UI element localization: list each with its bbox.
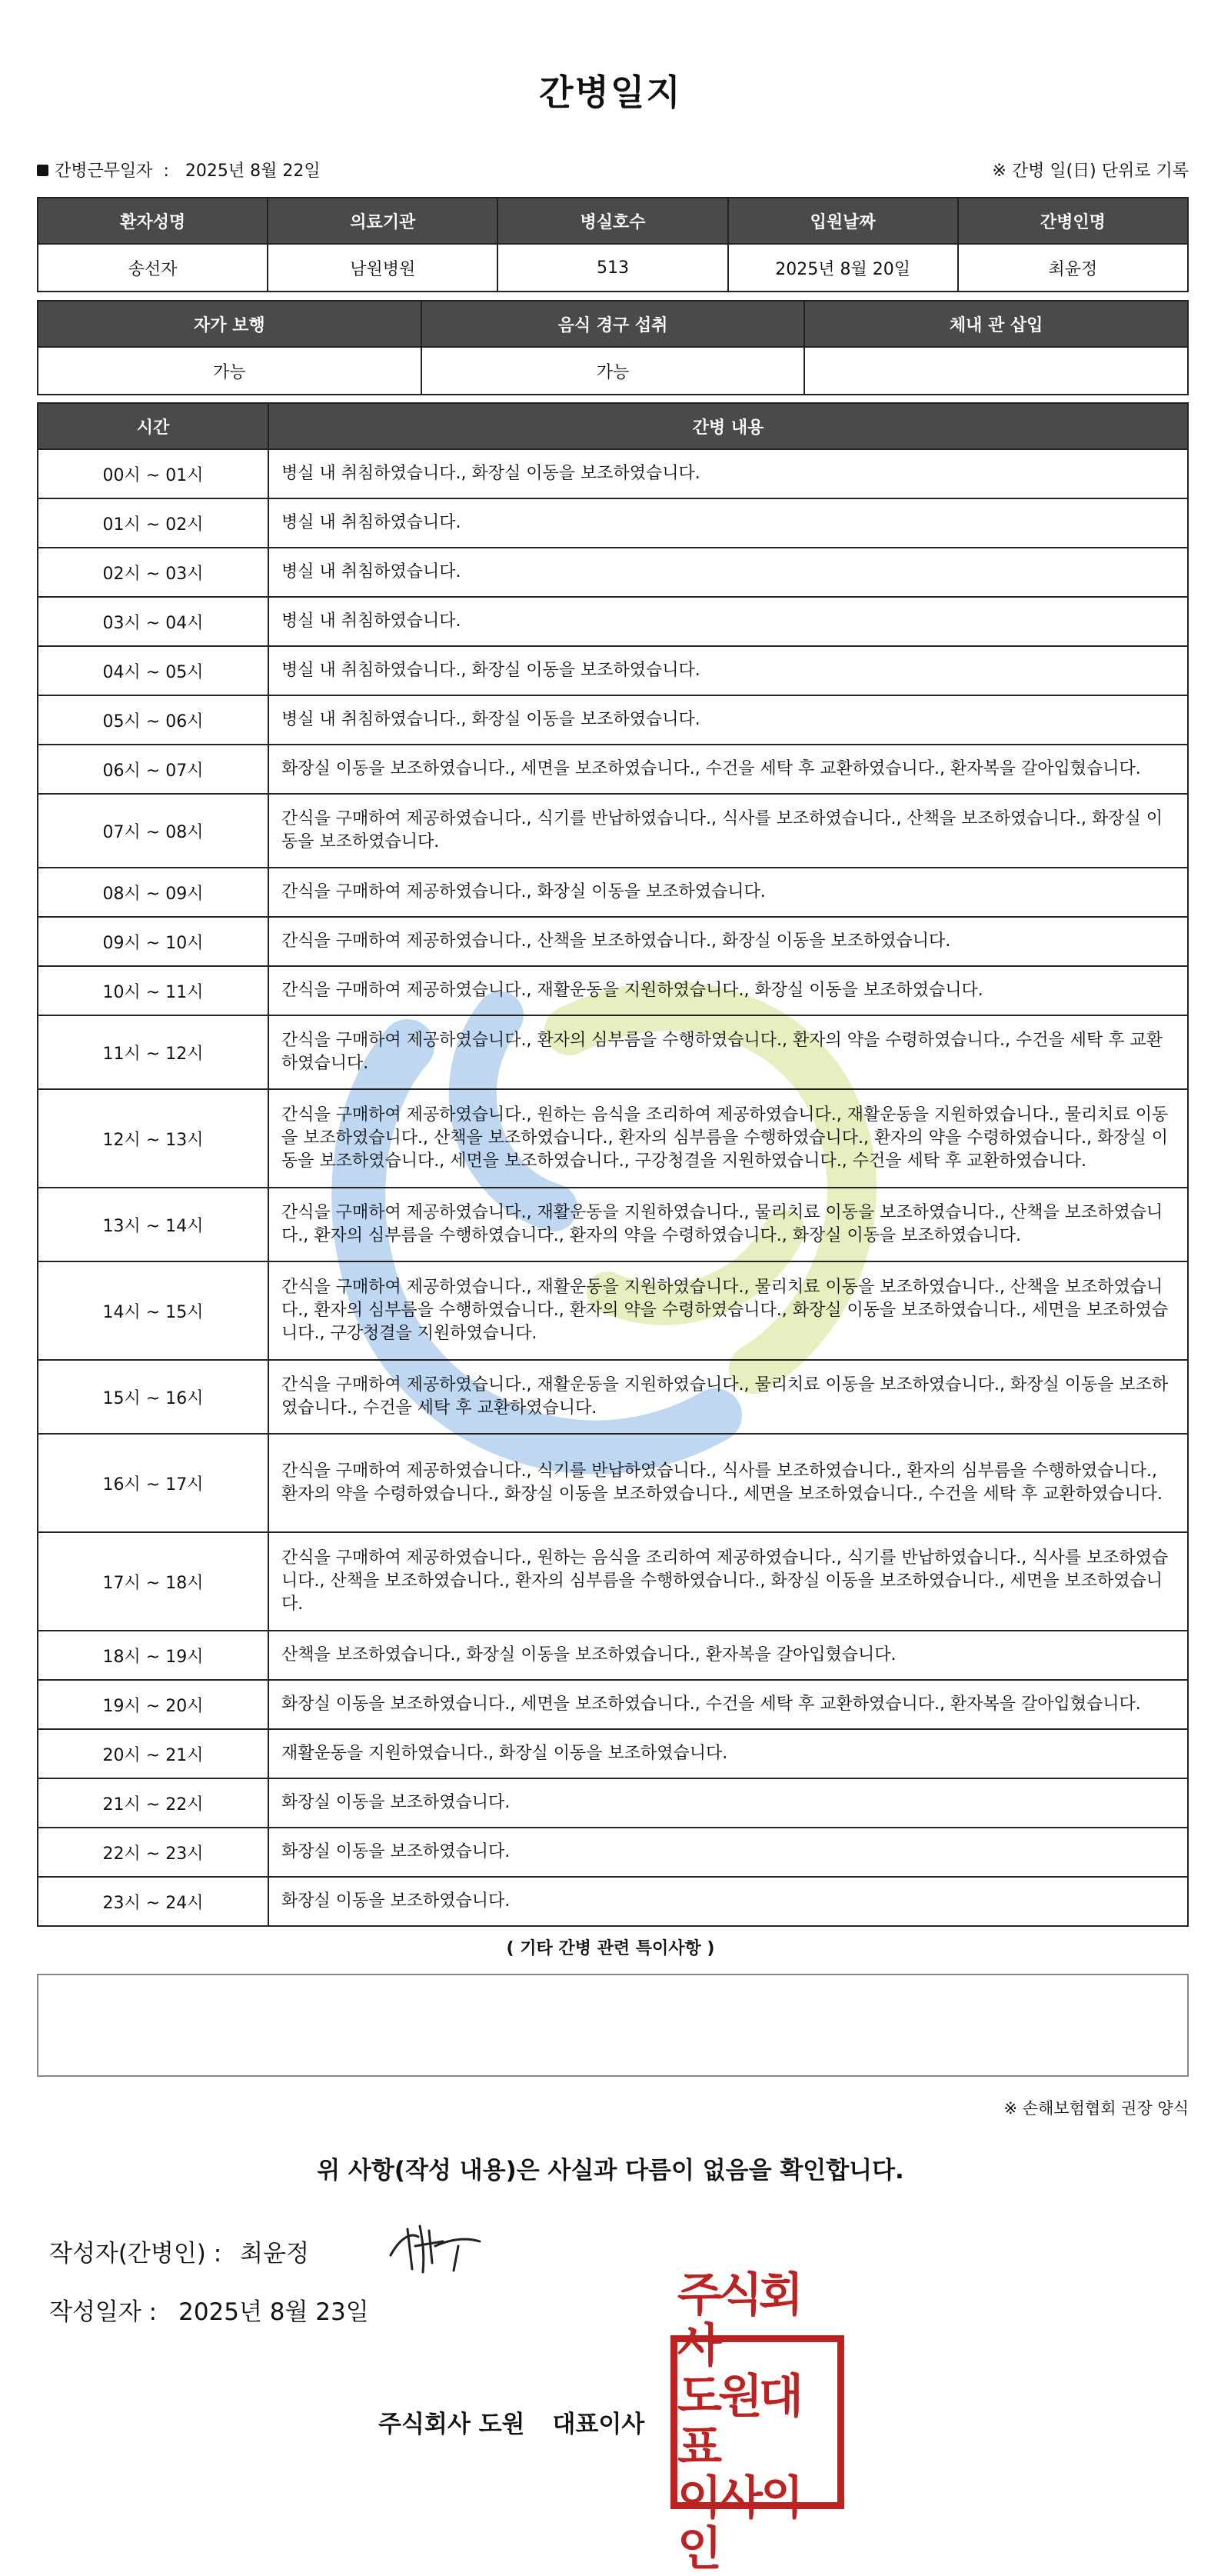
content-cell: 화장실 이동을 보조하였습니다., 세면을 보조하였습니다., 수건을 세탁 후 교환하였습니다., 환자복을 갈아입혔습니다. [268,745,1188,794]
company-seal-stamp [670,2268,844,2576]
patient-info-value-row [38,244,1188,292]
time-cell: 01시 ~ 02시 [38,498,268,548]
care-date-value: 2025년 8월 22일 [185,162,321,181]
patient-info-table [37,197,1189,292]
content-cell: 간식을 구매하여 제공하였습니다., 식기를 반납하였습니다., 식사를 보조하였습니다., 산책을 보조하였습니다., 화장실 이동을 보조하였습니다. [268,794,1188,868]
table-row [38,646,1188,695]
patient-name: 송선자 [38,244,268,292]
handwritten-signature [384,2215,484,2278]
table-row [38,1360,1188,1434]
unit-note: ※ 간병 일(日) 단위로 기록 [992,162,1189,181]
header-caregiver-name: 간병인명 [958,198,1188,244]
time-cell: 19시 ~ 20시 [38,1680,268,1729]
content-cell: 간식을 구매하여 제공하였습니다., 식기를 반납하였습니다., 식사를 보조하였습니다., 환자의 심부름을 수행하였습니다., 환자의 약을 수령하였습니다., 화장실 이동을 보조하였습니다., 세면을 보조하였습니다., 수건을 세탁 후 교환하였습니다. [268,1434,1188,1532]
table-row [38,1188,1188,1261]
time-cell: 05시 ~ 06시 [38,695,268,745]
time-cell: 09시 ~ 10시 [38,917,268,966]
table-row [38,1828,1188,1877]
seal-line: 주식회사 [677,2268,800,2373]
company-name: 주식회사 도원 [378,2411,525,2438]
header-care-content: 간병 내용 [268,403,1188,449]
self-walking-value: 가능 [38,347,421,395]
writer-name: 최윤정 [240,2240,310,2268]
page-title: 간병일지 [539,72,682,113]
content-cell: 간식을 구매하여 제공하였습니다., 재활운동을 지원하였습니다., 화장실 이동을 보조하였습니다. [268,966,1188,1015]
content-cell: 간식을 구매하여 제공하였습니다., 산책을 보조하였습니다., 화장실 이동을 보조하였습니다. [268,917,1188,966]
tube-insertion-value [804,347,1188,395]
table-row [38,1877,1188,1926]
room-number: 513 [497,244,727,292]
table-row [38,1729,1188,1778]
care-date-separator: : [163,162,169,181]
writer-line [49,2234,309,2268]
content-cell: 간식을 구매하여 제공하였습니다., 화장실 이동을 보조하였습니다. [268,868,1188,917]
time-cell: 18시 ~ 19시 [38,1631,268,1680]
time-cell: 03시 ~ 04시 [38,597,268,646]
time-cell: 14시 ~ 15시 [38,1261,268,1360]
content-cell: 간식을 구매하여 제공하였습니다., 재활운동을 지원하였습니다., 물리치료 이동을 보조하였습니다., 화장실 이동을 보조하였습니다., 수건을 세탁 후 교환하였습니다. [268,1360,1188,1434]
content-cell: 간식을 구매하여 제공하였습니다., 재활운동을 지원하였습니다., 물리치료 이동을 보조하였습니다., 산책을 보조하였습니다., 환자의 심부름을 수행하였습니다., 환자의 약을 수령하였습니다., 화장실 이동을 보조하였습니다., 세면을 보조하였습니다., 구강청결을 지원하였습니다. [268,1261,1188,1360]
patient-info-header-row [38,198,1188,244]
notes-box [37,1974,1189,2077]
content-cell: 병실 내 취침하였습니다., 화장실 이동을 보조하였습니다. [268,449,1188,498]
patient-status-table [37,300,1189,395]
admission-date: 2025년 8월 20일 [728,244,958,292]
time-cell: 10시 ~ 11시 [38,966,268,1015]
table-row [38,1261,1188,1360]
content-cell: 재활운동을 지원하였습니다., 화장실 이동을 보조하였습니다. [268,1729,1188,1778]
form-source-note: ※ 손해보험협회 권장 양식 [1003,2099,1189,2118]
time-cell: 16시 ~ 17시 [38,1434,268,1532]
content-cell: 간식을 구매하여 제공하였습니다., 재활운동을 지원하였습니다., 물리치료 이동을 보조하였습니다., 산책을 보조하였습니다., 환자의 심부름을 수행하였습니다., 환자의 약을 수령하였습니다., 화장실 이동을 보조하였습니다. [268,1188,1188,1261]
care-log-header-row [38,403,1188,449]
table-row [38,695,1188,745]
content-cell: 병실 내 취침하였습니다., 화장실 이동을 보조하였습니다. [268,695,1188,745]
bullet-square-icon [37,165,48,176]
time-cell: 11시 ~ 12시 [38,1015,268,1089]
seal-line: 도원대표 [677,2370,800,2474]
table-row [38,1631,1188,1680]
table-row [38,794,1188,868]
table-row [38,1778,1188,1828]
table-row [38,868,1188,917]
confirmation-statement: 위 사항(작성 내용)은 사실과 다름이 없음을 확인합니다. [317,2157,904,2184]
table-row [38,966,1188,1015]
header-patient-name: 환자성명 [38,198,268,244]
time-cell: 02시 ~ 03시 [38,548,268,597]
content-cell: 간식을 구매하여 제공하였습니다., 원하는 음식을 조리하여 제공하였습니다., 재활운동을 지원하였습니다., 물리치료 이동을 보조하였습니다., 산책을 보조하였습니다., 환자의 심부름을 수행하였습니다., 환자의 약을 수령하였습니다., 화장실 이동을 보조하였습니다., 세면을 보조하였습니다., 구강청결을 지원하였습니다., 수건을 세탁 후 교환하였습니다. [268,1089,1188,1188]
time-cell: 15시 ~ 16시 [38,1360,268,1434]
time-cell: 13시 ~ 14시 [38,1188,268,1261]
company-line [378,2404,644,2439]
time-cell: 00시 ~ 01시 [38,449,268,498]
content-cell: 산책을 보조하였습니다., 화장실 이동을 보조하였습니다., 환자복을 갈아입혔습니다. [268,1631,1188,1680]
time-cell: 12시 ~ 13시 [38,1089,268,1188]
care-date-line [37,158,321,182]
table-row [38,498,1188,548]
patient-status-value-row [38,347,1188,395]
time-cell: 22시 ~ 23시 [38,1828,268,1877]
patient-status-header-row [38,301,1188,347]
oral-intake-value: 가능 [421,347,805,395]
content-cell: 화장실 이동을 보조하였습니다. [268,1778,1188,1828]
content-cell: 화장실 이동을 보조하였습니다. [268,1877,1188,1926]
content-cell: 병실 내 취침하였습니다. [268,548,1188,597]
time-cell: 20시 ~ 21시 [38,1729,268,1778]
table-row [38,745,1188,794]
writer-label: 작성자(간병인) : [49,2240,222,2268]
time-cell: 21시 ~ 22시 [38,1778,268,1828]
content-cell: 화장실 이동을 보조하였습니다., 세면을 보조하였습니다., 수건을 세탁 후 교환하였습니다., 환자복을 갈아입혔습니다. [268,1680,1188,1729]
caregiver-name: 최윤정 [958,244,1188,292]
table-row [38,917,1188,966]
time-cell: 17시 ~ 18시 [38,1532,268,1631]
write-date-line [49,2292,369,2327]
notes-title: ( 기타 간병 관련 특이사항 ) [506,1939,715,1958]
care-log-table [37,402,1189,1927]
time-cell: 08시 ~ 09시 [38,868,268,917]
time-cell: 07시 ~ 08시 [38,794,268,868]
content-cell: 간식을 구매하여 제공하였습니다., 환자의 심부름을 수행하였습니다., 환자의 약을 수령하였습니다., 수건을 세탁 후 교환하였습니다. [268,1015,1188,1089]
table-row [38,548,1188,597]
table-row [38,449,1188,498]
care-date-label: 간병근무일자 [55,162,153,181]
table-row [38,1680,1188,1729]
header-time: 시간 [38,403,268,449]
header-admission-date: 입원날짜 [728,198,958,244]
table-row [38,1434,1188,1532]
representative-title: 대표이사 [552,2411,645,2438]
header-oral-intake: 음식 경구 섭취 [421,301,805,347]
hospital-name: 남원병원 [268,244,497,292]
content-cell: 화장실 이동을 보조하였습니다. [268,1828,1188,1877]
header-room-number: 병실호수 [497,198,727,244]
table-row [38,1532,1188,1631]
header-tube-insertion: 체내 관 삽입 [804,301,1188,347]
time-cell: 06시 ~ 07시 [38,745,268,794]
write-date-label: 작성일자 : [49,2298,158,2326]
table-row [38,597,1188,646]
time-cell: 04시 ~ 05시 [38,646,268,695]
table-row [38,1015,1188,1089]
content-cell: 병실 내 취침하였습니다. [268,597,1188,646]
header-self-walking: 자가 보행 [38,301,421,347]
write-date-value: 2025년 8월 23일 [178,2298,369,2326]
header-hospital: 의료기관 [268,198,497,244]
content-cell: 간식을 구매하여 제공하였습니다., 원하는 음식을 조리하여 제공하였습니다., 식기를 반납하였습니다., 식사를 보조하였습니다., 산책을 보조하였습니다., 환자의 심부름을 수행하였습니다., 화장실 이동을 보조하였습니다., 세면을 보조하였습니다. [268,1532,1188,1631]
content-cell: 병실 내 취침하였습니다. [268,498,1188,548]
time-cell: 23시 ~ 24시 [38,1877,268,1926]
table-row [38,1089,1188,1188]
seal-line: 이사의인 [677,2471,800,2576]
content-cell: 병실 내 취침하였습니다., 화장실 이동을 보조하였습니다. [268,646,1188,695]
